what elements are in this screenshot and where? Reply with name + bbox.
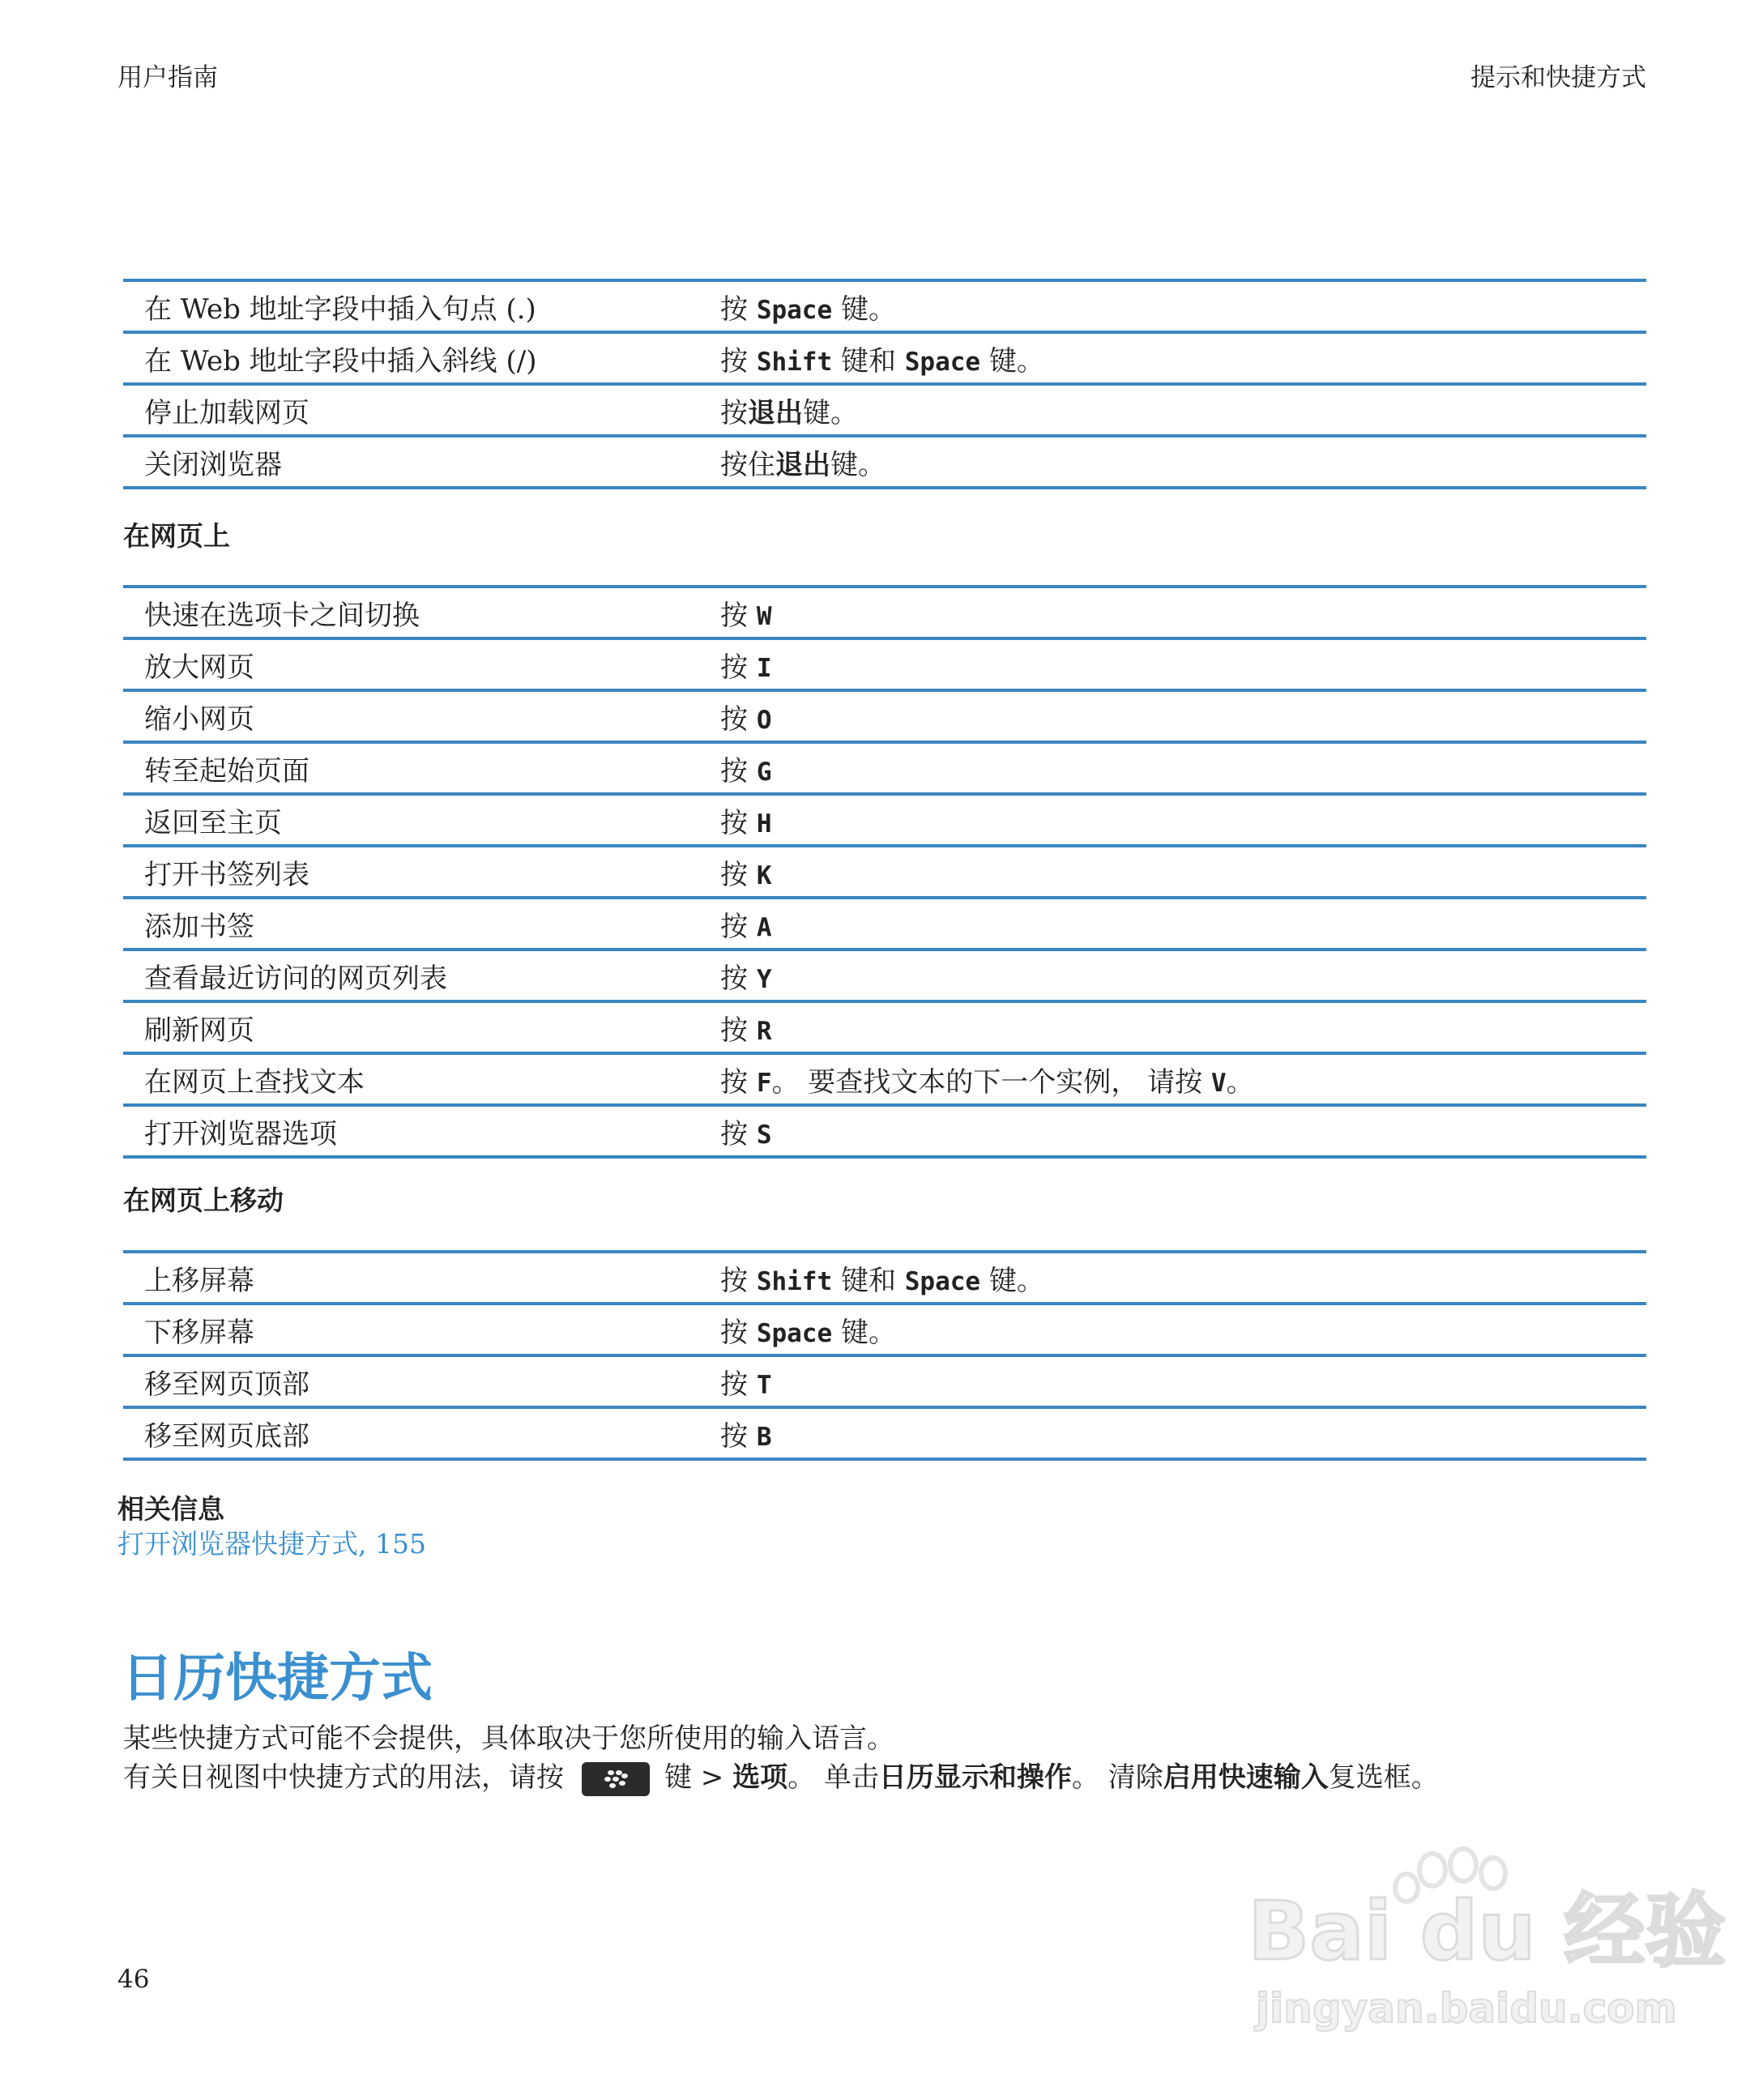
action-cell: 移至网页顶部 bbox=[123, 1355, 699, 1407]
table-row bbox=[123, 587, 1646, 638]
shortcut-cell: 按 Y bbox=[699, 950, 1646, 1001]
shortcut-cell: 按退出键。 bbox=[699, 384, 1646, 436]
baidu-paw-logo-icon bbox=[1248, 1838, 1727, 2048]
action-cell: 添加书签 bbox=[123, 898, 699, 950]
table-row bbox=[123, 1407, 1646, 1459]
shortcut-cell: 按 B bbox=[699, 1407, 1646, 1459]
action-cell: 查看最近访问的网页列表 bbox=[123, 950, 699, 1001]
shortcut-cell: 按 I bbox=[699, 638, 1646, 690]
related-info-heading: 相关信息 bbox=[117, 1493, 224, 1525]
shortcut-cell: 按 Space 键。 bbox=[699, 280, 1646, 332]
shortcut-cell: 按 K bbox=[699, 846, 1646, 898]
shortcut-cell: 按 T bbox=[699, 1355, 1646, 1407]
shortcut-cell: 按 Shift 键和 Space 键。 bbox=[699, 332, 1646, 384]
shortcut-cell: 按 G bbox=[699, 742, 1646, 794]
shortcut-table-move bbox=[123, 1250, 1646, 1461]
table-row bbox=[123, 1304, 1646, 1355]
action-cell: 在网页上查找文本 bbox=[123, 1053, 699, 1105]
table-row bbox=[123, 1105, 1646, 1157]
action-cell: 刷新网页 bbox=[123, 1001, 699, 1053]
action-cell: 下移屏幕 bbox=[123, 1304, 699, 1355]
shortcut-cell: 按 W bbox=[699, 587, 1646, 638]
action-cell: 在 Web 地址字段中插入句点 (.) bbox=[123, 280, 699, 332]
action-cell: 返回至主页 bbox=[123, 794, 699, 846]
table-row bbox=[123, 794, 1646, 846]
shortcut-table-browser bbox=[123, 279, 1646, 489]
shortcut-cell: 按 S bbox=[699, 1105, 1646, 1157]
action-cell: 快速在选项卡之间切换 bbox=[123, 587, 699, 638]
table-row bbox=[123, 1252, 1646, 1304]
action-cell: 打开浏览器选项 bbox=[123, 1105, 699, 1157]
action-cell: 上移屏幕 bbox=[123, 1252, 699, 1304]
table-row bbox=[123, 384, 1646, 436]
calendar-intro-line: 某些快捷方式可能不会提供，具体取决于您所使用的输入语言。 bbox=[123, 1722, 894, 1755]
calendar-instruction-line: 有关日视图中快捷方式的用法，请按 键 > 选项。 单击日历显示和操作。 清除启用快速输入复选框。 bbox=[123, 1755, 1439, 1796]
calendar-shortcuts-heading: 日历快捷方式 bbox=[122, 1649, 433, 1709]
table-row bbox=[123, 332, 1646, 384]
action-cell: 缩小网页 bbox=[123, 690, 699, 742]
watermark-brand: Bai du 经验 bbox=[1248, 1884, 1727, 1978]
page-number: 46 bbox=[117, 1965, 150, 1994]
table-row bbox=[123, 898, 1646, 950]
shortcut-cell: 按 A bbox=[699, 898, 1646, 950]
action-cell: 关闭浏览器 bbox=[123, 436, 699, 488]
watermark-url: jingyan.baidu.com bbox=[1256, 1985, 1677, 2032]
header-left: 用户指南 bbox=[117, 63, 218, 92]
section-heading-on-webpage: 在网页上 bbox=[123, 520, 230, 552]
shortcut-cell: 按 O bbox=[699, 690, 1646, 742]
shortcut-cell: 按 F。 要查找文本的下一个实例， 请按 V。 bbox=[699, 1053, 1646, 1105]
baidu-watermark bbox=[1248, 1838, 1727, 2048]
shortcut-table-webpage bbox=[123, 585, 1646, 1159]
table-row bbox=[123, 638, 1646, 690]
table-row bbox=[123, 742, 1646, 794]
action-cell: 移至网页底部 bbox=[123, 1407, 699, 1459]
table-row bbox=[123, 280, 1646, 332]
blackberry-menu-key-icon bbox=[582, 1762, 650, 1796]
shortcut-cell: 按 R bbox=[699, 1001, 1646, 1053]
action-cell: 在 Web 地址字段中插入斜线 (/) bbox=[123, 332, 699, 384]
shortcut-cell: 按 Space 键。 bbox=[699, 1304, 1646, 1355]
action-cell: 转至起始页面 bbox=[123, 742, 699, 794]
shortcut-cell: 按 H bbox=[699, 794, 1646, 846]
table-row bbox=[123, 846, 1646, 898]
header-right: 提示和快捷方式 bbox=[1470, 63, 1646, 92]
shortcut-cell: 按住退出键。 bbox=[699, 436, 1646, 488]
table-row bbox=[123, 1053, 1646, 1105]
table-row bbox=[123, 436, 1646, 488]
table-row bbox=[123, 690, 1646, 742]
action-cell: 放大网页 bbox=[123, 638, 699, 690]
table-row bbox=[123, 1355, 1646, 1407]
table-row bbox=[123, 1001, 1646, 1053]
section-heading-move-on-webpage: 在网页上移动 bbox=[123, 1184, 284, 1216]
shortcut-cell: 按 Shift 键和 Space 键。 bbox=[699, 1252, 1646, 1304]
related-info-link[interactable]: 打开浏览器快捷方式, 155 bbox=[117, 1528, 426, 1560]
action-cell: 打开书签列表 bbox=[123, 846, 699, 898]
action-cell: 停止加载网页 bbox=[123, 384, 699, 436]
table-row bbox=[123, 950, 1646, 1001]
